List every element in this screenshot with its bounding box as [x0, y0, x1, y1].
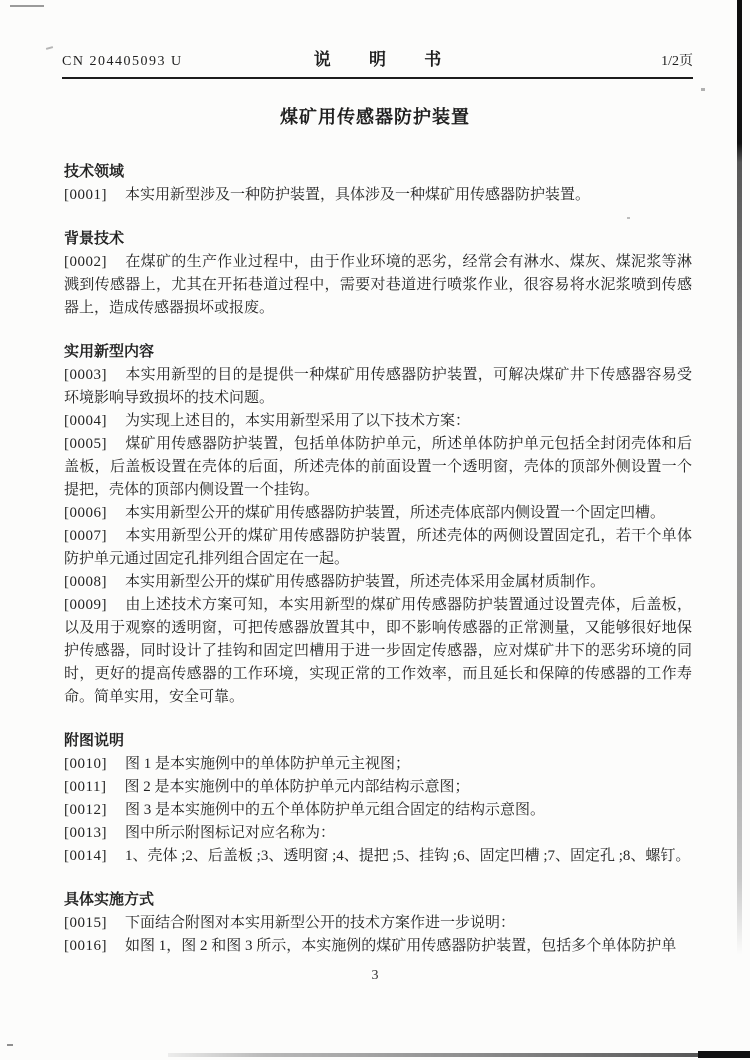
paragraph	[64, 845, 692, 868]
paragraph-number: [0002]	[64, 254, 107, 270]
scan-artifact-tick-mark	[46, 46, 53, 50]
paragraph-number: [0014]	[64, 848, 107, 864]
paragraph-text: 本实用新型公开的煤矿用传感器防护装置，所述壳体的两侧设置固定孔，若干个单体防护单元通过固定孔排列组合固定在一起。	[64, 528, 692, 567]
paragraph-text: 为实现上述目的，本实用新型采用了以下技术方案：	[125, 413, 471, 429]
paragraph-text: 由上述技术方案可知，本实用新型的煤矿用传感器防护装置通过设置壳体，后盖板，以及用于观察的透明窗，可把传感器放置其中，即不影响传感器的正常测量，又能够很好地保护传感器，同时设计了挂钩和固定凹槽用于进一步固定传感器，应对煤矿井下的恶劣环境的同时，更好的提高传感器的工作环境，实现正常的工作效率，而且延长和保障的传感器的工作寿命。简单实用，安全可靠。	[64, 597, 692, 705]
paragraph-number: [0003]	[64, 367, 107, 383]
document-type-heading: 说 明 书	[313, 50, 459, 69]
paragraph	[64, 776, 692, 799]
paragraph-number: [0001]	[64, 187, 107, 203]
paragraph-number: [0012]	[64, 802, 107, 818]
paragraph-text: 图 2 是本实施例中的单体防护单元内部结构示意图；	[124, 779, 470, 795]
scan-artifact-top-left-dash	[10, 5, 44, 7]
paragraph-text: 图 1 是本实施例中的单体防护单元主视图；	[125, 756, 411, 772]
section-heading: 技术领域	[64, 164, 125, 180]
paragraph-text: 图 3 是本实施例中的五个单体防护单元组合固定的结构示意图。	[125, 802, 546, 818]
scan-artifact-bottom-band	[168, 1053, 700, 1057]
paragraph	[64, 935, 692, 958]
paragraph-number: [0007]	[64, 528, 107, 544]
paragraph-number: [0006]	[64, 505, 107, 521]
section-heading: 具体实施方式	[64, 892, 155, 908]
footer-page-number: 3	[371, 968, 379, 983]
paragraph	[64, 433, 692, 502]
paragraph	[64, 799, 692, 822]
paragraph-text: 本实用新型公开的煤矿用传感器防护装置，所述壳体底部内侧设置一个固定凹槽。	[125, 505, 666, 521]
paragraph-text: 在煤矿的生产作业过程中，由于作业环境的恶劣，经常会有淋水、煤灰、煤泥浆等淋溅到传感器上，尤其在开拓巷道过程中，需要对巷道进行喷浆作业，很容易将水泥浆喷到传感器上，造成传感器损坏或报废。	[64, 254, 692, 316]
paragraph-text: 本实用新型公开的煤矿用传感器防护装置，所述壳体采用金属材质制作。	[125, 574, 606, 590]
paragraph	[64, 410, 692, 433]
scan-artifact-bottom-corner	[698, 1051, 750, 1058]
paragraph	[64, 912, 692, 935]
page-indicator: 1/2页	[661, 54, 693, 69]
section-utility-model-content	[64, 341, 692, 709]
scan-artifact-right-edge-line	[737, 0, 742, 955]
paragraph-number: [0005]	[64, 436, 107, 452]
paragraph-text: 煤矿用传感器防护装置，包括单体防护单元，所述单体防护单元包括全封闭壳体和后盖板，后盖板设置在壳体的后面，所述壳体的前面设置一个透明窗，壳体的顶部外侧设置一个提把，壳体的顶部内侧设置一个挂钩。	[64, 436, 692, 498]
invention-title: 煤矿用传感器防护装置	[280, 107, 470, 127]
paragraph-text: 图中所示附图标记对应名称为：	[125, 825, 336, 841]
document-number: CN 204405093 U	[62, 54, 183, 69]
paragraph	[64, 251, 692, 320]
paragraph-text: 本实用新型涉及一种防护装置，具体涉及一种煤矿用传感器防护装置。	[125, 187, 591, 203]
paragraph-number: [0016]	[64, 938, 107, 954]
paragraph-number: [0008]	[64, 574, 107, 590]
paragraph	[64, 571, 692, 594]
paragraph	[64, 502, 692, 525]
paragraph-number: [0011]	[64, 779, 107, 795]
paragraph-number: [0013]	[64, 825, 107, 841]
paragraph	[64, 525, 692, 571]
paragraph-text: 如图 1，图 2 和图 3 所示，本实施例的煤矿用传感器防护装置，包括多个单体防护单	[125, 938, 677, 954]
paragraph	[64, 753, 692, 776]
paragraph	[64, 364, 692, 410]
paragraph-number: [0004]	[64, 413, 107, 429]
paragraph-text: 本实用新型的目的是提供一种煤矿用传感器防护装置，可解决煤矿井下传感器容易受环境影响导致损坏的技术问题。	[64, 367, 692, 406]
paragraph	[64, 594, 692, 709]
section-detailed-implementation	[64, 889, 692, 958]
paragraph	[64, 184, 692, 207]
page-header	[62, 45, 693, 79]
document-body	[64, 161, 692, 958]
section-technical-field	[64, 161, 692, 207]
paragraph-number: [0010]	[64, 756, 107, 772]
section-heading: 附图说明	[64, 733, 125, 749]
section-heading: 实用新型内容	[64, 344, 155, 360]
paragraph-text: 1、壳体 ;2、后盖板 ;3、透明窗 ;4、提把 ;5、挂钩 ;6、固定凹槽 ;7、固定孔 ;8、螺钉。	[125, 848, 691, 864]
scan-artifact-speck	[7, 1044, 13, 1046]
paragraph-text: 下面结合附图对本实用新型公开的技术方案作进一步说明：	[125, 915, 516, 931]
section-heading: 背景技术	[64, 231, 125, 247]
section-background-art	[64, 228, 692, 320]
section-drawings-description	[64, 730, 692, 868]
scan-artifact-speck	[701, 88, 705, 91]
paragraph-number: [0009]	[64, 597, 107, 613]
paragraph	[64, 822, 692, 845]
paragraph-number: [0015]	[64, 915, 107, 931]
